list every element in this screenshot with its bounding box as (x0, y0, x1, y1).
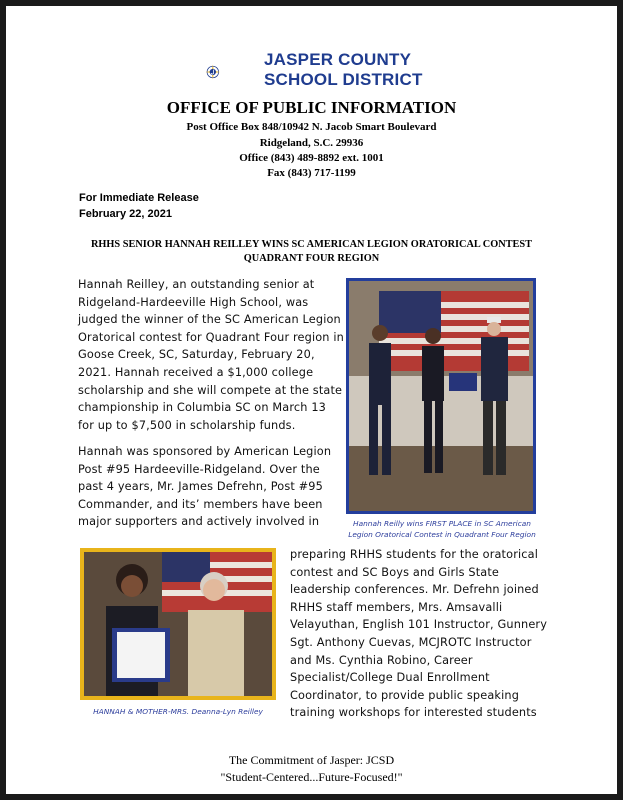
office-phone: Office (843) 489-8892 ext. 1001 (239, 152, 384, 164)
headline-line1: RHHS SENIOR HANNAH REILLEY WINS SC AMERICAN LEGION ORATORICAL CONTEST (90, 239, 533, 250)
text-line: scholarship and she will compete at the state (78, 383, 343, 397)
text-line: RHHS staff members, Mrs. Amsavalli (290, 600, 503, 614)
body-paragraph-2 (78, 443, 331, 531)
text-line: Specialist/College Dual Enrollment (290, 671, 490, 685)
office-title: OFFICE OF PUBLIC INFORMATION (166, 98, 457, 117)
district-name-line2: SCHOOL DISTRICT (264, 70, 423, 89)
text-line: Hannah was sponsored by American Legion (78, 445, 332, 458)
headline (66, 238, 557, 266)
text-line: Hannah Reilley, an outstanding senior at (78, 278, 315, 291)
mother-photo-image (84, 552, 272, 696)
text-line: leadership conferences. Mr. Defrehn joined (290, 583, 539, 597)
district-logo-icon (205, 42, 265, 102)
text-line: major supporters and actively involved in (78, 515, 320, 529)
body-paragraph-1 (78, 276, 344, 434)
text-line: championship in Columbia SC on March 13 (78, 401, 327, 415)
text-line: Coordinator, to provide public speaking (290, 688, 520, 702)
text-line: training workshops for interested students (290, 706, 537, 720)
body-paragraph-3 (290, 546, 547, 722)
release-date: February 22, 2021 (79, 208, 172, 220)
headline-line2: QUADRANT FOUR REGION (243, 253, 380, 264)
award-caption-line2: Legion Oratorical Contest in Quadrant Four Region (348, 530, 536, 539)
footer-motto: "Student-Centered...Future-Focused!" (220, 770, 403, 784)
text-line: 2021. Hannah received a $1,000 college (78, 365, 314, 379)
award-photo-caption (342, 518, 542, 540)
text-line: Ridgeland-Hardeeville High School, was (78, 295, 309, 309)
text-line: contest and SC Boys and Girls State (290, 565, 500, 579)
office-address2: Ridgeland, S.C. 29936 (259, 137, 364, 149)
office-address1: Post Office Box 848/10942 N. Jacob Smart Boulevard (186, 121, 437, 133)
mother-photo (80, 548, 276, 700)
text-line: preparing RHHS students for the oratorical (290, 548, 539, 561)
text-line: Oratorical contest for Quadrant Four region in (78, 330, 344, 344)
award-caption-line1: Hannah Reilly wins FIRST PLACE in SC American (353, 519, 531, 528)
text-line: past 4 years, Mr. James Defrehn, Post #95 (78, 480, 323, 494)
press-release-page (6, 6, 617, 794)
district-name-line1: JASPER COUNTY (264, 50, 412, 69)
release-label: For Immediate Release (79, 192, 199, 204)
text-line: Velayuthan, English 101 Instructor, Gunnery (290, 618, 548, 632)
office-fax: Fax (843) 717-1199 (267, 167, 356, 179)
text-line: judged the winner of the SC American Legion (78, 313, 341, 327)
text-line: and Ms. Cynthia Robino, Career (290, 653, 473, 667)
footer-commitment: The Commitment of Jasper: JCSD (228, 753, 395, 767)
award-photo-image (349, 281, 533, 511)
text-line: Commander, and its’ members have been (78, 497, 323, 511)
award-photo (346, 278, 536, 514)
text-line: Post #95 Hardeeville-Ridgeland. Over the (78, 462, 320, 476)
text-line: Goose Creek, SC, Saturday, February 20, (78, 348, 315, 362)
text-line: for up to $7,500 in scholarship funds. (78, 418, 296, 432)
text-line: Sgt. Anthony Cuevas, MCJROTC Instructor (290, 635, 532, 649)
mother-photo-caption: HANNAH & MOTHER-MRS. Deanna-Lyn Reilley (93, 707, 263, 716)
